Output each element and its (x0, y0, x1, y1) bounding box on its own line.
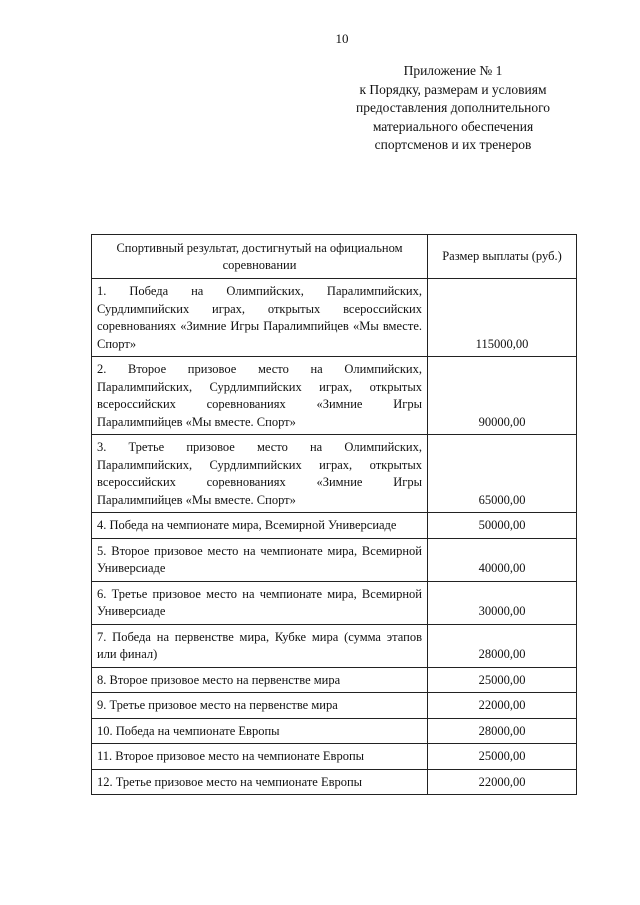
amount-cell: 22000,00 (428, 693, 577, 719)
amount-cell: 25000,00 (428, 667, 577, 693)
table-header-row (92, 235, 577, 279)
amount-cell: 22000,00 (428, 769, 577, 795)
table-row (92, 279, 577, 357)
appendix-subtitle-line: к Порядку, размерам и условиям (359, 81, 547, 97)
amount-cell: 25000,00 (428, 744, 577, 770)
result-cell: 2. Второе призовое место на Олимпийских, Паралимпийских, Сурдлимпийских играх, открытых всероссийских соревнованиях «Зимние Игры Паралимпийцев «Мы вместе. Спорт» (92, 357, 428, 435)
table-row (92, 624, 577, 667)
table-row (92, 769, 577, 795)
table-row (92, 435, 577, 513)
header-payment-amount: Размер выплаты (руб.) (428, 235, 577, 279)
table-row (92, 538, 577, 581)
appendix-subtitle-line: спортсменов и их тренеров (374, 137, 532, 152)
appendix-subtitle-line: материального обеспечения (372, 118, 534, 134)
result-cell: 12. Третье призовое место на чемпионате Европы (92, 769, 428, 795)
result-cell: 7. Победа на первенстве мира, Кубке мира (сумма этапов или финал) (92, 624, 428, 667)
amount-cell: 50000,00 (428, 513, 577, 539)
appendix-subtitle-line: предоставления дополнительного (355, 100, 551, 115)
header-sport-result: Спортивный результат, достигнутый на официальном соревновании (92, 235, 428, 279)
table-row (92, 357, 577, 435)
table-row (92, 513, 577, 539)
page-number: 10 (335, 31, 349, 46)
amount-cell: 30000,00 (428, 581, 577, 624)
amount-cell: 28000,00 (428, 624, 577, 667)
appendix-title: Приложение № 1 (403, 63, 503, 78)
payments-table (91, 234, 577, 795)
amount-cell: 28000,00 (428, 718, 577, 744)
result-cell: 6. Третье призовое место на чемпионате мира, Всемирной Универсиаде (92, 581, 428, 624)
table-row (92, 667, 577, 693)
result-cell: 5. Второе призовое место на чемпионате мира, Всемирной Универсиаде (92, 538, 428, 581)
result-cell: 4. Победа на чемпионате мира, Всемирной Универсиаде (92, 513, 428, 539)
result-cell: 9. Третье призовое место на первенстве мира (92, 693, 428, 719)
amount-cell: 90000,00 (428, 357, 577, 435)
appendix-header (322, 62, 584, 155)
table-row (92, 718, 577, 744)
result-cell: 1. Победа на Олимпийских, Паралимпийских, Сурдлимпийских играх, открытых всероссийских соревнованиях «Зимние Игры Паралимпийцев «Мы вместе. Спорт» (92, 279, 428, 357)
table-row (92, 693, 577, 719)
result-cell: 11. Второе призовое место на чемпионате Европы (92, 744, 428, 770)
result-cell: 3. Третье призовое место на Олимпийских, Паралимпийских, Сурдлимпийских играх, открытых всероссийских соревнованиях «Зимние Игры Паралимпийцев «Мы вместе. Спорт» (92, 435, 428, 513)
amount-cell: 65000,00 (428, 435, 577, 513)
result-cell: 10. Победа на чемпионате Европы (92, 718, 428, 744)
table-row (92, 581, 577, 624)
amount-cell: 115000,00 (428, 279, 577, 357)
table-row (92, 744, 577, 770)
result-cell: 8. Второе призовое место на первенстве мира (92, 667, 428, 693)
amount-cell: 40000,00 (428, 538, 577, 581)
